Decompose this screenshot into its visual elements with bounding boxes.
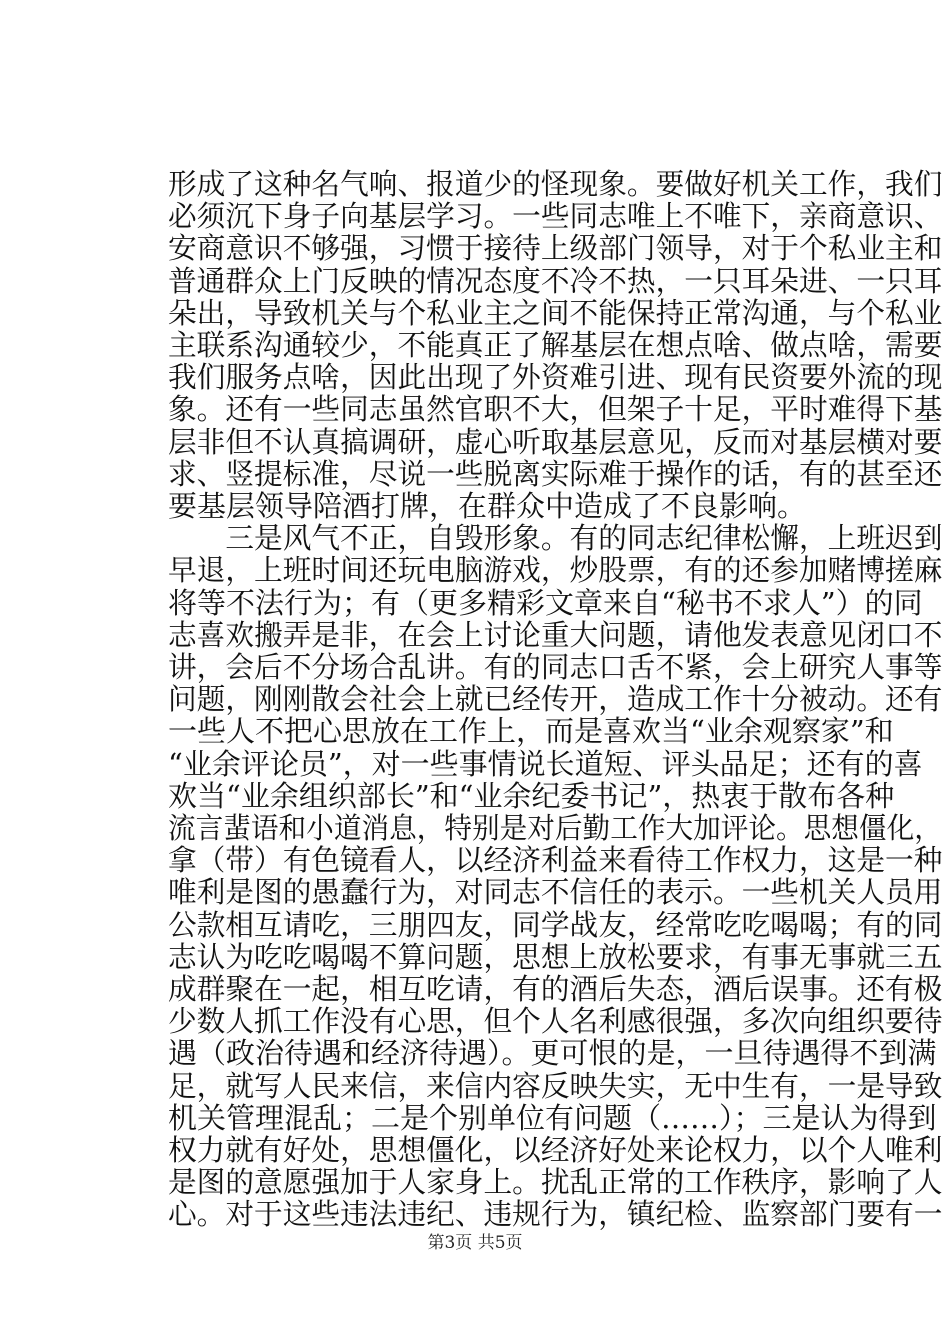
text-line: 机关管理混乱；二是个别单位有问题（……）；三是认为得到: [168, 1100, 937, 1135]
text-line: 成群聚在一起，相互吃请，有的酒后失态，酒后误事。还有极: [168, 972, 943, 1006]
text-line: 早退，上班时间还玩电脑游戏，炒股票，有的还参加赌博搓麻: [168, 553, 943, 588]
text-line: 求、竖提标准，尽说一些脱离实际难于操作的话，有的甚至还: [168, 456, 943, 491]
text-line: 普通群众上门反映的情况态度不冷不热，一只耳朵进、一只耳: [168, 263, 943, 298]
text-line: 要基层领导陪酒打牌，在群众中造成了不良影响。: [168, 489, 807, 523]
text-line: 朵出，导致机关与个私业主之间不能保持正常沟通，与个私业: [168, 295, 943, 330]
text-line: 形成了这种名气响、报道少的怪现象。要做好机关工作，我们: [168, 167, 943, 201]
text-line: 讲，会后不分场合乱讲。有的同志口舌不紧，会上研究人事等: [168, 650, 943, 684]
text-line: 必须沉下身子向基层学习。一些同志唯上不唯下，亲商意识、: [168, 199, 943, 234]
text-line: 安商意识不够强，习惯于接待上级部门领导，对于个私业主和: [168, 231, 943, 266]
text-line: 将等不法行为；有（更多精彩文章来自“秘书不求人”）的同: [168, 585, 923, 620]
text-line: 三是风气不正，自毁形象。有的同志纪律松懈，上班迟到: [168, 521, 943, 556]
text-line: 我们服务点啥，因此出现了外资难引进、现有民资要外流的现: [168, 360, 943, 395]
text-line: 层非但不认真搞调研，虚心听取基层意见，反而对基层横对要: [168, 424, 943, 459]
text-line: “业余评论员”，对一些事情说长道短、评头品足；还有的喜: [168, 746, 923, 781]
text-line: 问题，刚刚散会社会上就已经传开，造成工作十分被动。还有: [168, 682, 943, 717]
text-line: 少数人抓工作没有心思，但个人名利感很强，多次向组织要待: [168, 1004, 943, 1039]
page-number-footer: 第3页 共5页: [427, 1233, 523, 1253]
text-line: 拿（带）有色镜看人，以经济利益来看待工作权力，这是一种: [168, 843, 943, 878]
text-line: 权力就有好处，思想僵化，以经济好处来论权力，以个人唯利: [168, 1133, 943, 1167]
text-line: 志喜欢搬弄是非，在会上讨论重大问题，请他发表意见闭口不: [168, 617, 943, 652]
text-line: 欢当“业余组织部长”和“业余纪委书记”，热衷于散布各种: [168, 778, 895, 813]
text-line: 一些人不把心思放在工作上，而是喜欢当“业余观察家”和: [168, 714, 894, 749]
text-line: 遇（政治待遇和经济待遇）。更可恨的是，一旦待遇得不到满: [168, 1036, 937, 1071]
text-line: 流言蜚语和小道消息，特别是对后勤工作大加评论。思想僵化，: [168, 811, 942, 845]
text-line: 象。还有一些同志虽然官职不大，但架子十足，平时难得下基: [168, 392, 943, 427]
text-line: 心。对于这些违法违纪、违规行为，镇纪检、监察部门要有一: [168, 1197, 943, 1232]
text-line: 唯利是图的愚蠢行为，对同志不信任的表示。一些机关人员用: [168, 875, 943, 910]
text-line: 主联系沟通较少，不能真正了解基层在想点啥、做点啥，需要: [168, 328, 943, 362]
text-line: 志认为吃吃喝喝不算问题，思想上放松要求，有事无事就三五: [168, 939, 943, 974]
text-line: 公款相互请吃，三朋四友，同学战友，经常吃吃喝喝；有的同: [168, 907, 943, 942]
text-line: 是图的意愿强加于人家身上。扰乱正常的工作秩序，影响了人: [168, 1165, 943, 1200]
text-line: 足，就写人民来信，来信内容反映失实，无中生有，一是导致: [168, 1068, 943, 1103]
